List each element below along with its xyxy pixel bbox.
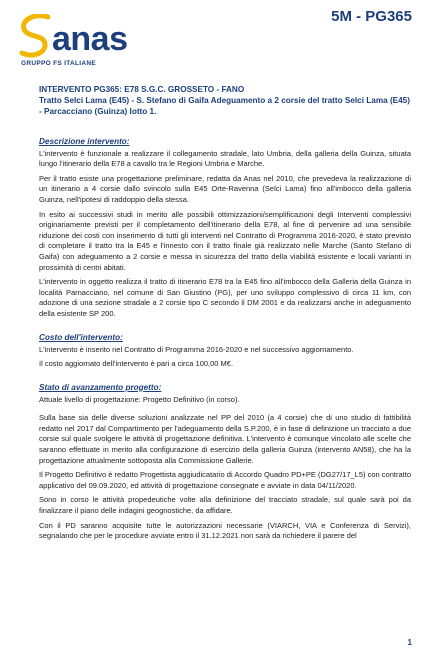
section-heading: Descrizione intervento: bbox=[39, 136, 130, 146]
design-level: Attuale livello di progettazione: Progetto Definitivo (in corso). bbox=[39, 394, 240, 404]
title-line-2: Tratto Selci Lama (E45) - S. Stefano di Gaifa Adeguamento a 2 corsie del tratto Selci Lama (E45) - Parcacciano (Guinza) lotto 1. bbox=[39, 96, 410, 117]
section-heading: Costo dell'intervento: bbox=[39, 332, 123, 342]
logo-text: anas bbox=[52, 20, 128, 58]
paragraph: Il Progetto Definitivo è redatto Progettista aggiudicatario di Accordo Quadro PD+PE (DG27/17_L5) con contratto applicativo del 09.09.2020, ed attività di progettazione consegnate e avviate in data 04/11/2020. bbox=[39, 470, 411, 490]
document-body bbox=[39, 84, 411, 554]
anas-logo-mark-icon bbox=[18, 14, 52, 58]
section-costo bbox=[39, 332, 411, 370]
anas-logo bbox=[18, 14, 158, 70]
section-stato bbox=[39, 382, 411, 542]
logo-subtitle: GRUPPO FS ITALIANE bbox=[21, 60, 96, 67]
paragraph: Per il tratto esiste una progettazione preliminare, redatta da Anas nel 2010, che prevedeva la realizzazione di un itinerario a 4 corsie dallo svincolo sulla E45 Orte-Ravenna (Selci Lama) fino all'imbocco della galleria Guinza, nell'ipotesi di raddoppio della stessa. bbox=[39, 173, 411, 204]
title-line-1: INTERVENTO PG365: E78 S.G.C. GROSSETO - FANO bbox=[39, 85, 245, 94]
paragraph: Sulla base sia delle diverse soluzioni analizzate nel PP del 2010 (a 4 corsie) che di uno studio di fattibilità redatto nel 2017 dal Compartimento per l'adeguamento della S.P.200, è in fase di definizione un tracciato a due corsie sul quale svolgere le attività di progettazione definitiva. L'intervento è comunque vincolato alle scelte che saranno effettuate in merito alla configurazione di esercizio della galleria Guinza (intervento AN58), che ha la progettazione attualmente sottoposta alla Commissione Gallerie. bbox=[39, 413, 411, 465]
paragraph: Sono in corso le attività propedeutiche volte alla definizione del tracciato stradale, sul quale sarà poi da finalizzare il piano delle indagini geognostiche, da affidare. bbox=[39, 495, 411, 516]
document-code: 5M - PG365 bbox=[331, 8, 412, 25]
intervention-title bbox=[39, 84, 411, 118]
section-heading: Stato di avanzamento progetto: bbox=[39, 382, 162, 392]
paragraph: L'intervento in oggetto realizza il tratto di itinerario E78 tra la E45 fino all'imbocco della Galleria della Guinza in località Parnacciano, nel comune di San Giustino (PG), per uno sviluppo complessivo di circa 11 km, con adozione di una sezione stradale a 2 corsie tipo C secondo il DM 2001 e da realizzarsi anche in adeguamento della esistente SP 200. bbox=[39, 277, 411, 318]
paragraph: Il costo aggiornato dell'intervento è pari a circa 100,00 M€. bbox=[39, 359, 234, 369]
section-descrizione bbox=[39, 136, 411, 320]
paragraph: L'intervento è funzionale a realizzare il collegamento stradale, lato Umbria, della galleria della Guinza, situata lungo l'itinerario della E78 a cavallo tra le Regioni Umbria e Marche. bbox=[39, 148, 411, 169]
paragraph: In esito ai successivi studi in merito alle possibili ottimizzazioni/semplificazioni degli Interventi complessivi originariamente previsti per il completamento dell'itinerario della E78, al fine di pervenire ad una sensibile riduzione dei costi con inserimento di tutti gli interventi nel Contratto di Programma 2016-2020, è stato previsto di completare il tratto tra la E45 e l'innesto con il tratto finale già realizzato nelle Marche (Santo Stefano di Gaifa) con adeguamento a 2 corsie e messa in sicurezza del tratto della viabilità esistente e locali varianti in prossimità di centri abitati. bbox=[39, 209, 411, 272]
page-number: 1 bbox=[407, 638, 412, 647]
paragraph: Con il PD saranno acquisite tutte le autorizzazioni necessarie (VIARCH, VIA e Conferenza di Servizi), segnalando che per le procedure avviate entro il 31.12.2021 non sarà da richiedere il parere del bbox=[39, 520, 411, 541]
paragraph: L'intervento è inserito nel Contratto di Programma 2016-2020 e nel successivo aggiornamento. bbox=[39, 344, 354, 354]
